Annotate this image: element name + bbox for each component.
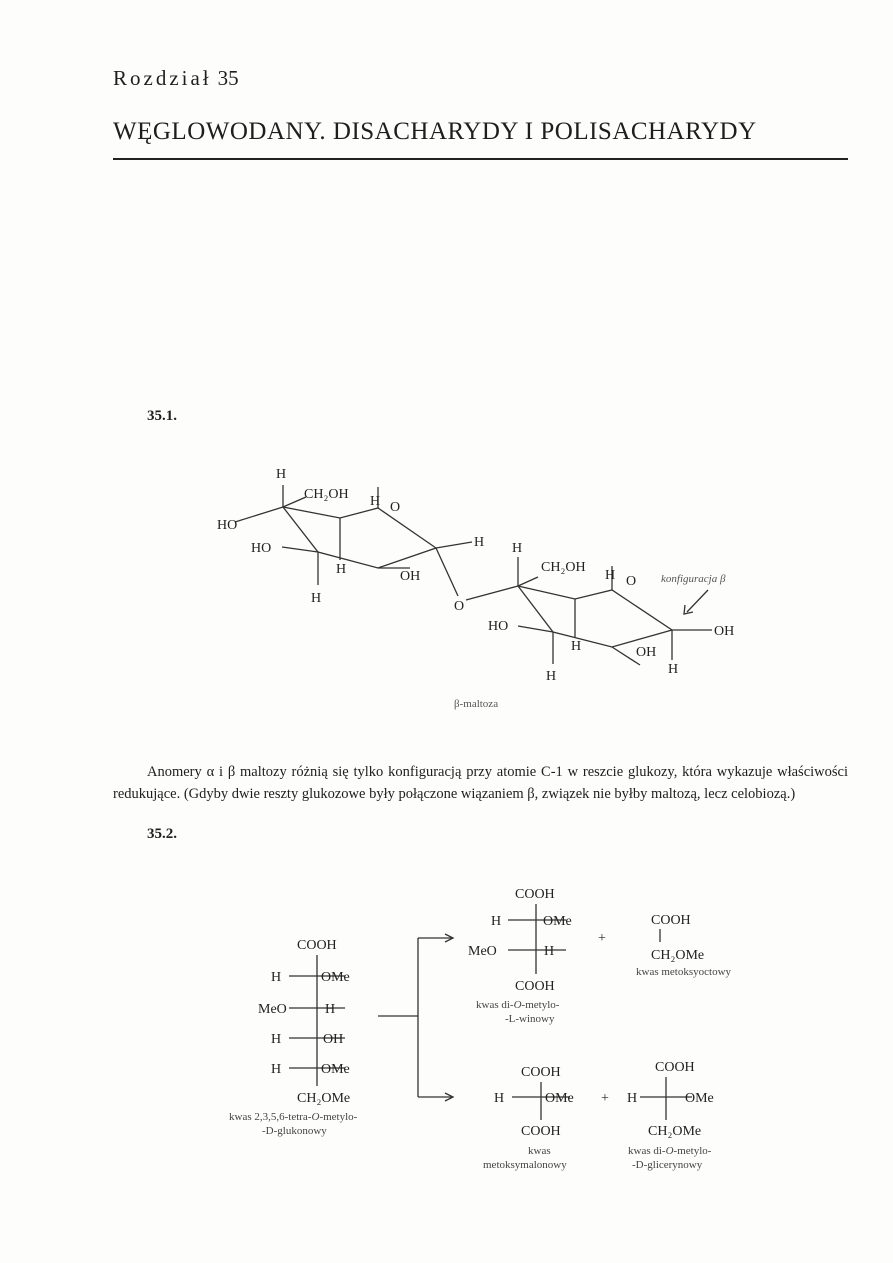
chapter-word: Rozdział bbox=[113, 66, 212, 90]
product-a-name-line1: kwas di-O-metylo- bbox=[476, 999, 560, 1011]
product-c-bottom: COOH bbox=[521, 1124, 561, 1139]
atom-label: H bbox=[571, 639, 582, 654]
reactant-c3-left: MeO bbox=[258, 1002, 287, 1017]
atom-label: HO bbox=[217, 518, 238, 533]
atom-label: H bbox=[546, 669, 557, 684]
chapter-heading bbox=[113, 66, 239, 91]
atom-label: OH bbox=[400, 569, 421, 584]
beta-configuration-annotation: konfiguracja β bbox=[661, 573, 726, 585]
product-c-name-line1: kwas bbox=[528, 1145, 551, 1157]
title-rule bbox=[113, 158, 848, 160]
plus-sign: + bbox=[598, 931, 606, 946]
section-number-35-1: 35.1. bbox=[147, 408, 177, 424]
atom-label: CH₂OH bbox=[541, 560, 586, 575]
atom-label: H bbox=[370, 494, 381, 509]
glycosidic-oxygen-label: O bbox=[454, 599, 465, 614]
product-c-fischer-projection bbox=[483, 1065, 574, 1171]
right-ring-labels bbox=[488, 541, 734, 684]
ring-oxygen-label: O bbox=[390, 500, 401, 515]
reactant-c4-right: OH bbox=[323, 1032, 344, 1047]
product-c-c2-right: OMe bbox=[545, 1091, 574, 1106]
reactant-name-line2: -D-glukonowy bbox=[262, 1125, 327, 1137]
reactant-c5-left: H bbox=[271, 1062, 282, 1077]
figure-caption: β-maltoza bbox=[454, 698, 499, 710]
atom-label: OH bbox=[636, 645, 657, 660]
product-d-fischer-projection bbox=[627, 1060, 714, 1171]
atom-label: CH₂OH bbox=[304, 487, 349, 502]
atom-label: H bbox=[336, 562, 347, 577]
reactant-c3-right: H bbox=[325, 1002, 336, 1017]
chapter-title: WĘGLOWODANY. DISACHARYDY I POLISACHARYDY bbox=[113, 118, 757, 145]
reactant-c2-left: H bbox=[271, 970, 282, 985]
reactant-fischer-projection bbox=[229, 938, 358, 1137]
atom-label: H bbox=[512, 541, 523, 556]
product-a-fischer-projection bbox=[468, 887, 572, 1025]
atom-label: HO bbox=[488, 619, 509, 634]
left-ring-bonds bbox=[283, 507, 436, 568]
product-a-name-line2: -L-winowy bbox=[505, 1013, 555, 1025]
maltose-structure bbox=[200, 455, 780, 715]
section-number-35-2: 35.2. bbox=[147, 826, 177, 842]
product-c-name-line2: metoksymalonowy bbox=[483, 1159, 567, 1171]
product-d-top: COOH bbox=[655, 1060, 695, 1075]
reactant-name-line1: kwas 2,3,5,6-tetra-O-metylo- bbox=[229, 1111, 358, 1123]
left-ring-labels bbox=[217, 467, 484, 614]
reactant-top-group: COOH bbox=[297, 938, 337, 953]
chapter-number: 35 bbox=[217, 66, 239, 90]
product-c-c2-left: H bbox=[494, 1091, 505, 1106]
right-ring-bonds bbox=[518, 586, 672, 647]
atom-label: H bbox=[668, 662, 679, 677]
atom-label: H bbox=[605, 568, 616, 583]
product-b-top: COOH bbox=[651, 913, 691, 928]
reactant-c2-right: OMe bbox=[321, 970, 350, 985]
atom-label: H bbox=[474, 535, 485, 550]
reactant-bottom-group: CH₂OMe bbox=[297, 1091, 351, 1106]
product-d-name-line1: kwas di-O-metylo- bbox=[628, 1145, 712, 1157]
product-a-c3-right: H bbox=[544, 944, 555, 959]
atom-label: H bbox=[311, 591, 322, 606]
product-d-c2-right: OMe bbox=[685, 1091, 714, 1106]
ring-oxygen-label: O bbox=[626, 574, 637, 589]
atom-label: HO bbox=[251, 541, 272, 556]
product-a-c2-right: OMe bbox=[543, 914, 572, 929]
product-a-c3-left: MeO bbox=[468, 944, 497, 959]
product-a-bottom: COOH bbox=[515, 979, 555, 994]
atom-label: H bbox=[276, 467, 287, 482]
product-d-bottom: CH₂OMe bbox=[648, 1124, 702, 1139]
product-a-c2-left: H bbox=[491, 914, 502, 929]
product-b-structure bbox=[636, 913, 732, 978]
product-a-top: COOH bbox=[515, 887, 555, 902]
reactant-c4-left: H bbox=[271, 1032, 282, 1047]
product-b-name: kwas metoksyoctowy bbox=[636, 966, 732, 978]
product-b-bottom: CH₂OMe bbox=[651, 948, 705, 963]
reaction-arrows bbox=[378, 934, 453, 1101]
oxidation-scheme bbox=[225, 870, 785, 1180]
reactant-c5-right: OMe bbox=[321, 1062, 350, 1077]
product-c-top: COOH bbox=[521, 1065, 561, 1080]
anomeric-oh-label: OH bbox=[714, 624, 735, 639]
explanation-paragraph: Anomery α i β maltozy różnią się tylko konfiguracją przy atomie C-1 w reszcie glukozy, która wykazuje właściwości redukujące. (Gdyby dwie reszty glukozowe były połączone wiązaniem β, związek nie byłby maltozą, lecz celobiozą.) bbox=[113, 764, 848, 802]
product-d-name-line2: -D-glicerynowy bbox=[632, 1159, 703, 1171]
plus-sign: + bbox=[601, 1091, 609, 1106]
product-d-c2-left: H bbox=[627, 1091, 638, 1106]
